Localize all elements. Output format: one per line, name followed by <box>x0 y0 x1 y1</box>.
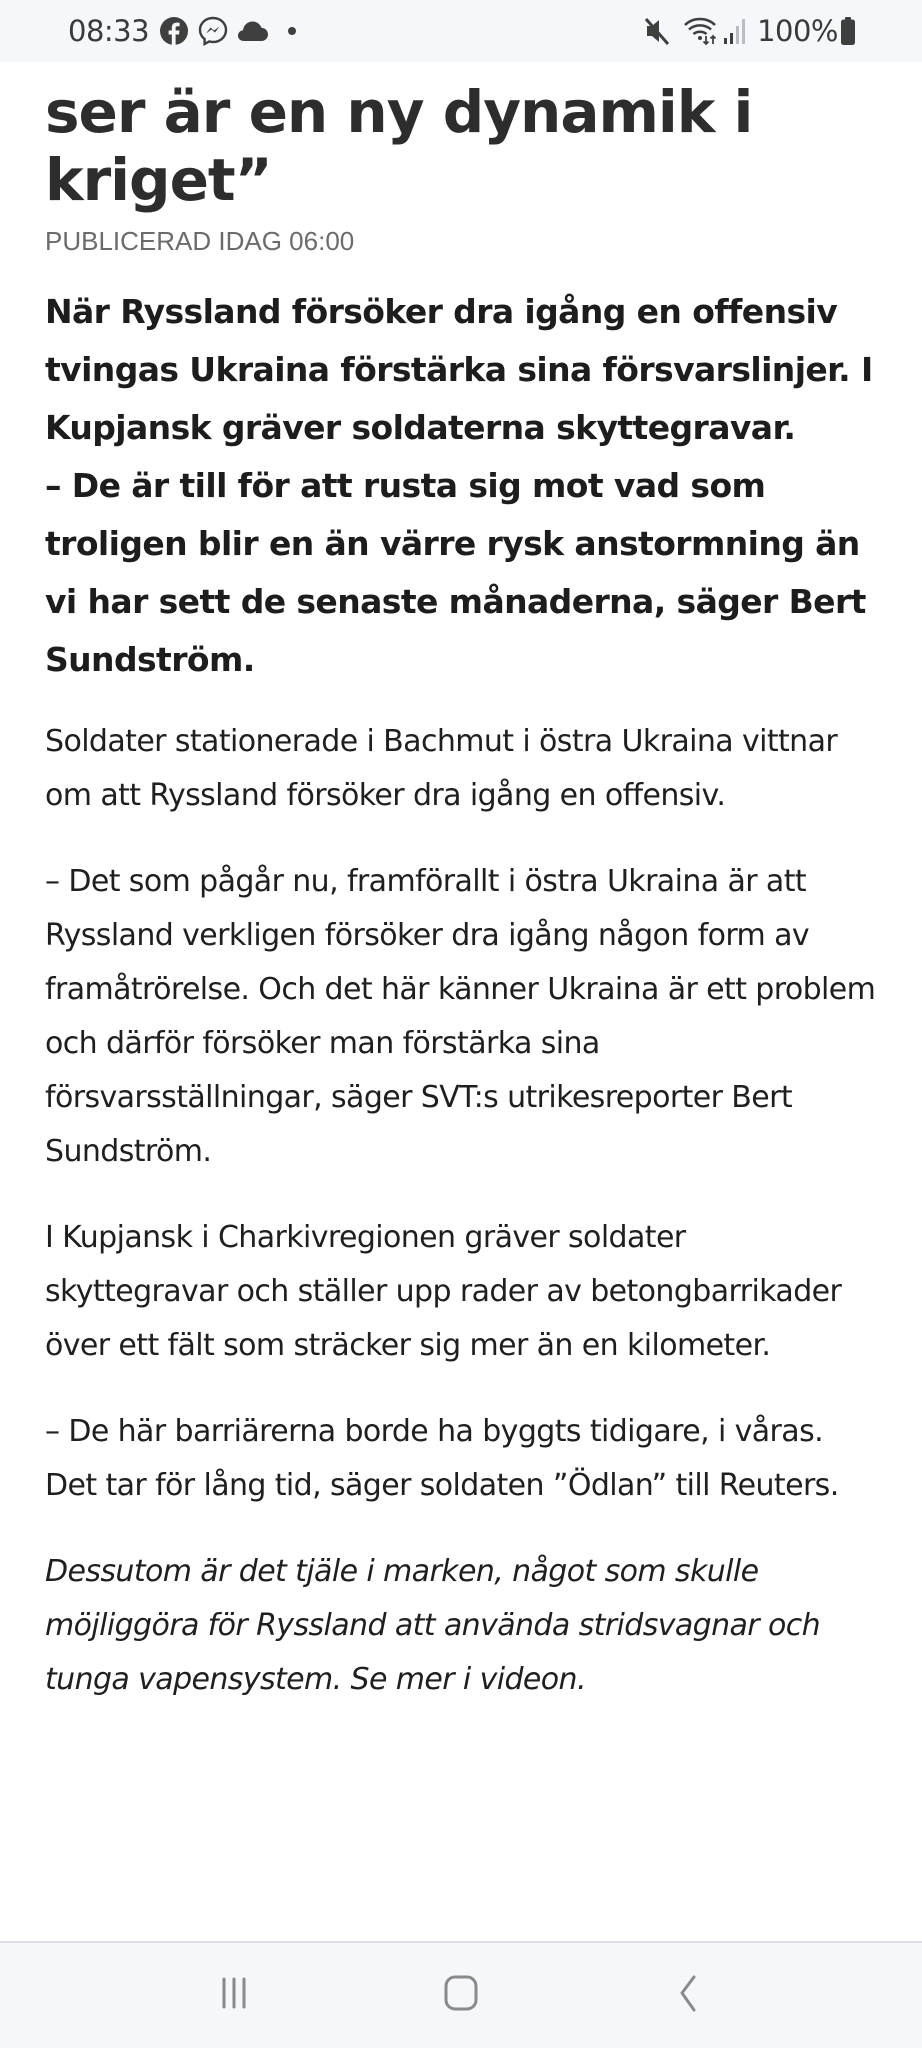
status-right <box>643 0 922 62</box>
recent-apps-button[interactable] <box>194 1956 274 2036</box>
video-note-paragraph: Dessutom är det tjäle i marken, något som skulle möjliggöra för Ryssland att använda stridsvagnar och tunga vapensystem. Se mer i videon. <box>45 1554 821 1697</box>
article <box>0 62 922 1739</box>
back-icon <box>668 1973 708 2018</box>
body-paragraph: – De här barriärerna borde ha byggts tidigare, i våras. Det tar för lång tid, säger soldaten ”Ödlan” till Reuters. <box>45 1414 839 1503</box>
battery-icon <box>840 16 856 46</box>
body-paragraph: I Kupjansk i Charkivregionen gräver soldater skyttegravar och ställer upp rader av betongbarrikader över ett fält som sträcker sig mer än en kilometer. <box>45 1220 842 1363</box>
status-left <box>68 0 305 62</box>
published-timestamp: PUBLICERAD IDAG 06:00 <box>45 226 355 256</box>
body-paragraph: – Det som pågår nu, framförallt i östra Ukraina är att Ryssland verkligen försöker dra igång någon form av framåtrörelse. Och det här känner Ukraina är ett problem och därför försöker man förstärka sina försvarsställningar, säger SVT:s utrikesreporter Bert Sundström. <box>45 864 876 1169</box>
dot-icon <box>287 26 297 36</box>
home-icon <box>441 1973 481 2018</box>
article-lead <box>45 283 877 689</box>
mute-icon <box>643 16 671 46</box>
back-button[interactable] <box>648 1956 728 2036</box>
cloud-icon <box>237 20 269 42</box>
lead-paragraph: När Ryssland försöker dra igång en offensiv tvingas Ukraina förstärka sina försvarslinjer. I Kupjansk gräver soldaterna skyttegravar. <box>45 292 873 447</box>
recent-apps-icon <box>214 1973 254 2018</box>
wifi-icon <box>683 16 719 46</box>
status-time: 08:33 <box>68 14 150 48</box>
battery-percent: 100% <box>757 14 838 48</box>
status-bar <box>0 0 922 62</box>
navigation-bar <box>0 1941 922 2048</box>
article-body <box>45 715 877 1707</box>
body-paragraph: Soldater stationerade i Bachmut i östra Ukraina vittnar om att Ryssland försöker dra igång en offensiv. <box>45 724 838 813</box>
lead-paragraph: – De är till för att rusta sig mot vad som troligen blir en än värre rysk anstormning än vi har sett de senaste månaderna, säger Bert Sundström. <box>45 466 866 679</box>
facebook-icon <box>159 16 189 46</box>
signal-icon <box>723 17 747 45</box>
article-headline: ser är en ny dynamik i kriget” <box>45 78 753 214</box>
home-button[interactable] <box>421 1956 501 2036</box>
messenger-icon <box>197 15 229 47</box>
